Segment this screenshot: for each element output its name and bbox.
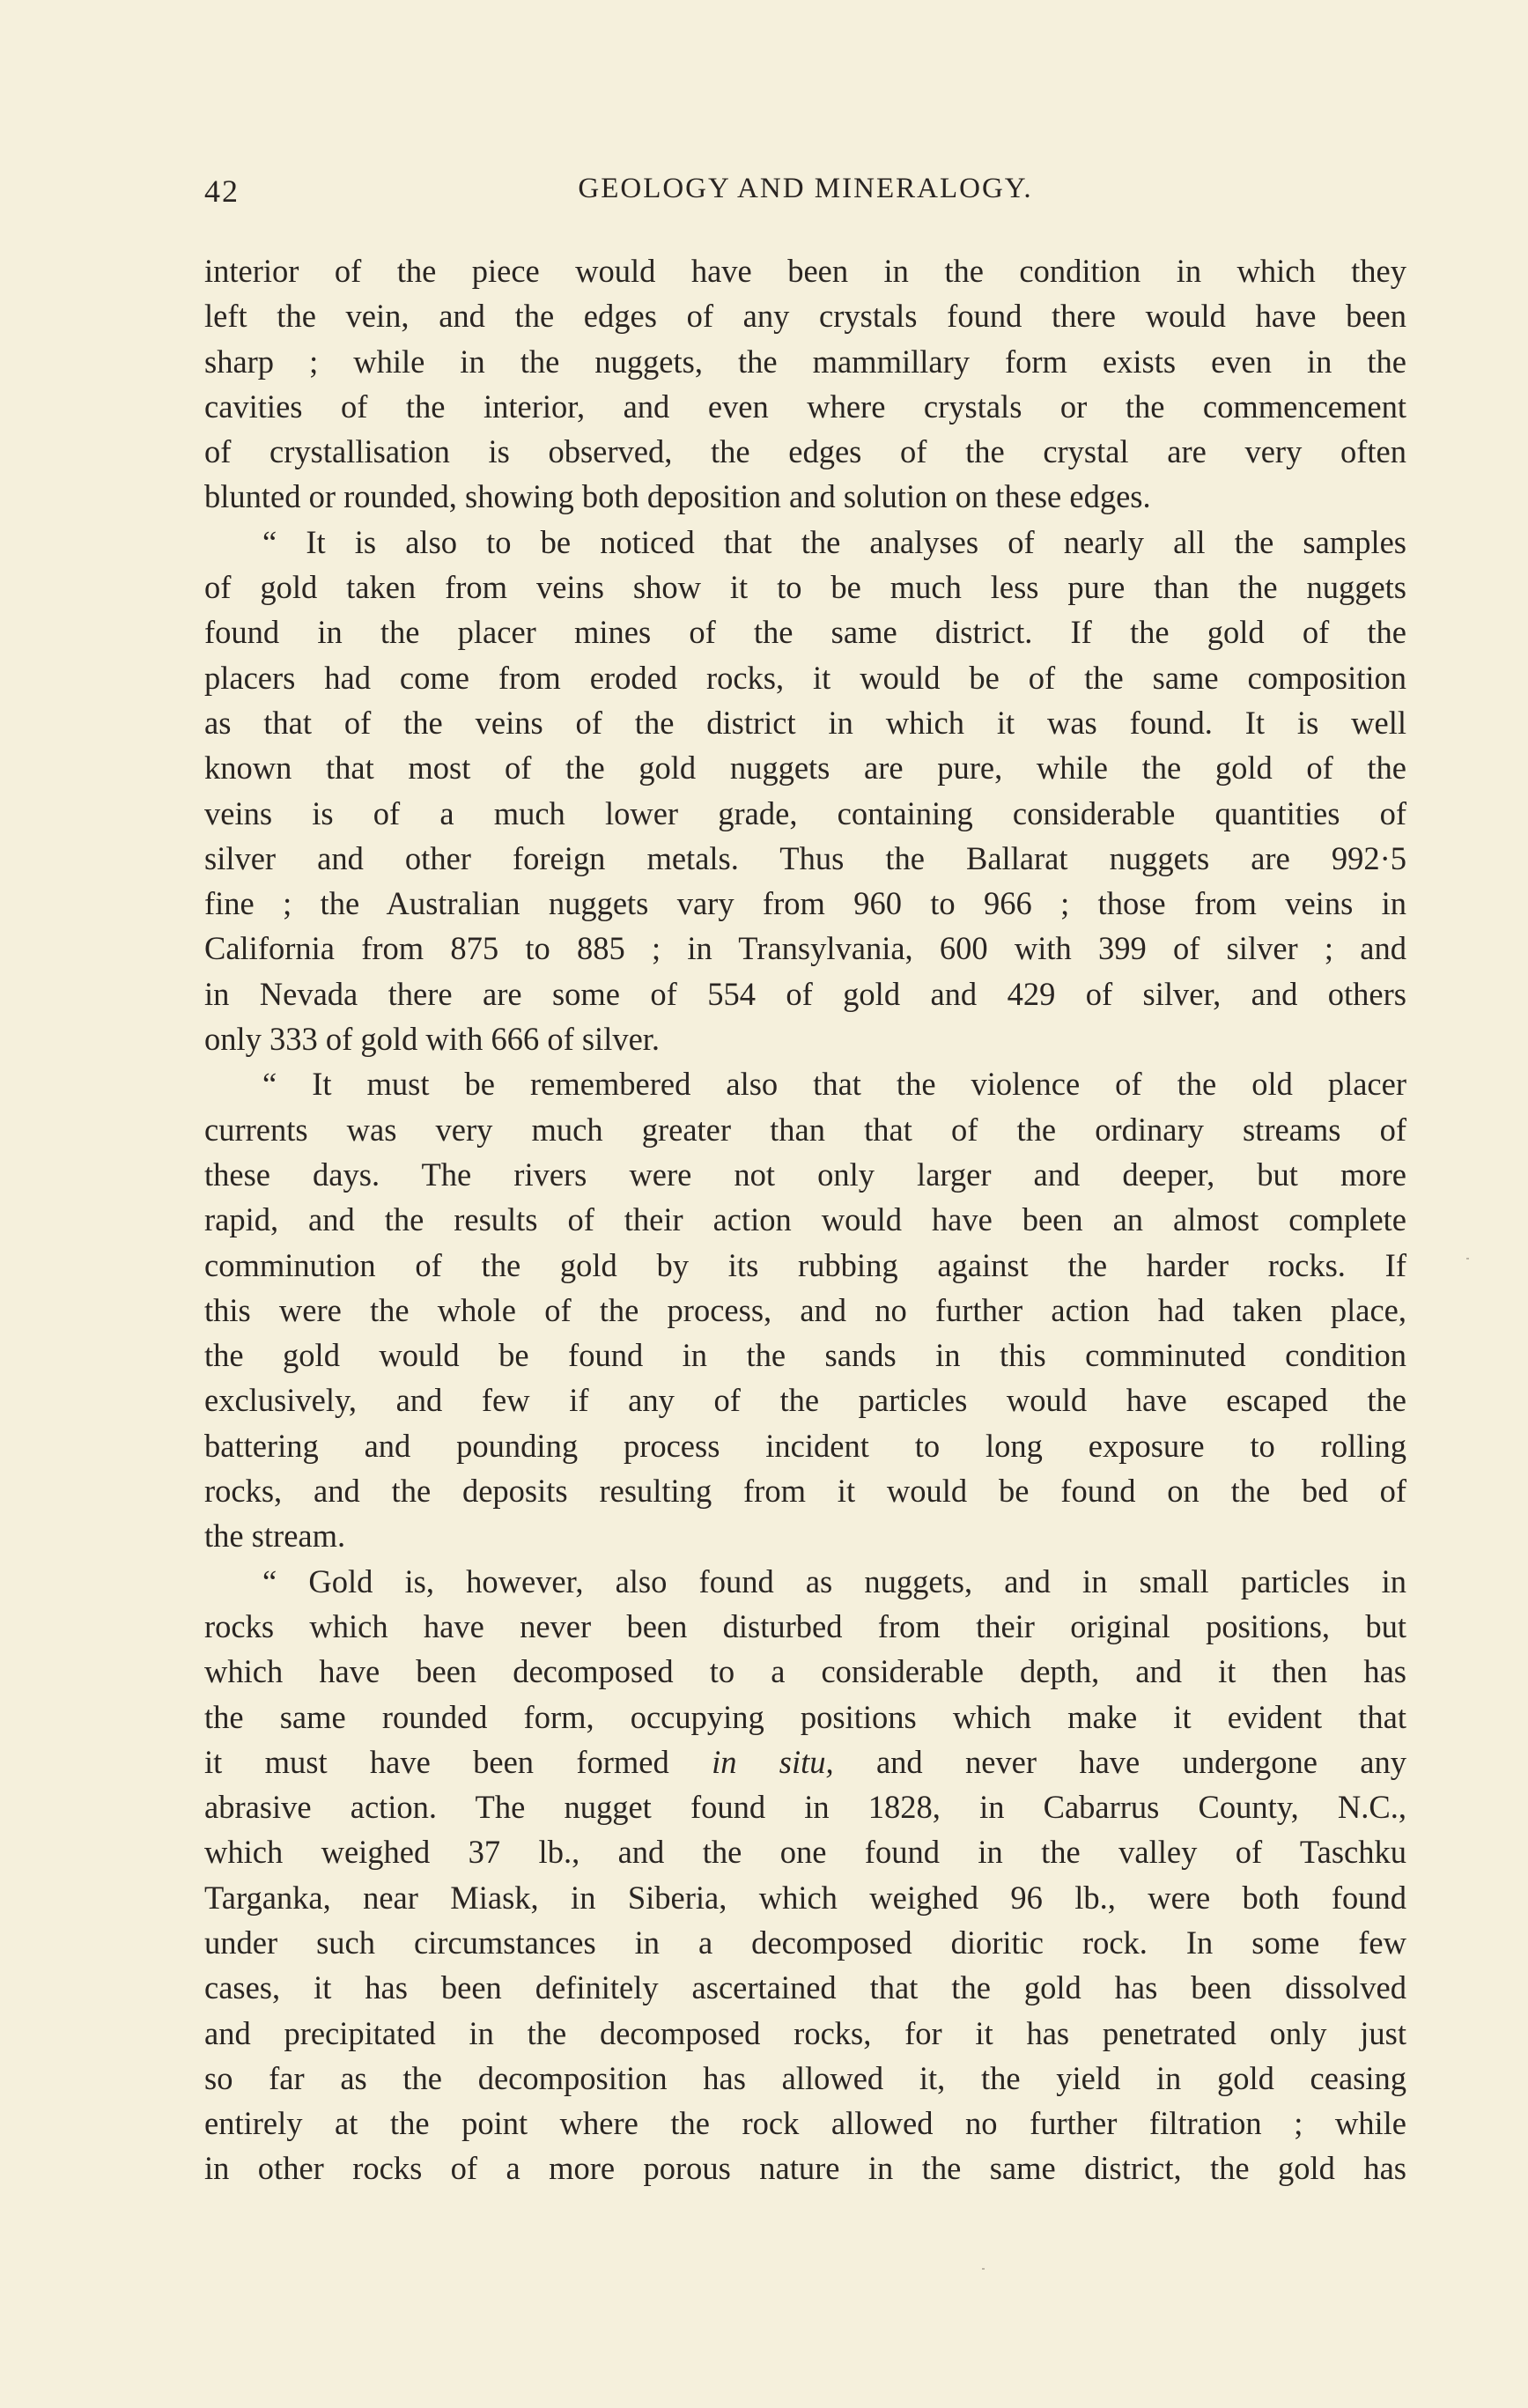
- text-line: the gold would be found in the sands in this comminuted condition: [204, 1337, 1406, 1374]
- text-line: which weighed 37 lb., and the one found in the valley of Taschku: [204, 1834, 1406, 1871]
- text-line: rocks, and the deposits resulting from it would be found on the bed of: [204, 1473, 1406, 1510]
- text-line: placers had come from eroded rocks, it would be of the same composition: [204, 659, 1406, 696]
- text-line: in Nevada there are some of 554 of gold and 429 of silver, and others: [204, 975, 1406, 1012]
- text-line: currents was very much greater than that of the ordinary streams of: [204, 1111, 1406, 1148]
- text-line: [204, 1740, 1406, 1784]
- text-line: entirely at the point where the rock allowed no further filtration ; while: [204, 2105, 1406, 2142]
- text-line: left the vein, and the edges of any crystals found there would have been: [204, 298, 1406, 335]
- text-line: these days. The rivers were not only larger and deeper, but more: [204, 1156, 1406, 1193]
- text-line: which have been decomposed to a considerable depth, and it then has: [204, 1653, 1406, 1690]
- text-line: cases, it has been definitely ascertained that the gold has been dissolved: [204, 1969, 1406, 2006]
- text-line: this were the whole of the process, and no further action had taken place,: [204, 1291, 1406, 1328]
- text-line: “ Gold is, however, also found as nuggets, and in small particles in: [262, 1562, 1406, 1599]
- text-segment: and never have undergone any: [833, 1743, 1406, 1780]
- text-line: found in the placer mines of the same district. If the gold of the: [204, 614, 1406, 651]
- paper-speck: [1466, 1258, 1469, 1259]
- text-line: blunted or rounded, showing both deposition and solution on these edges.: [204, 478, 1151, 515]
- body-text: [204, 248, 1406, 2191]
- text-line: comminution of the gold by its rubbing against the harder rocks. If: [204, 1246, 1406, 1283]
- text-line: so far as the decomposition has allowed it, the yield in gold ceasing: [204, 2059, 1406, 2096]
- text-line: exclusively, and few if any of the particles would have escaped the: [204, 1382, 1406, 1419]
- page-number: 42: [204, 174, 240, 209]
- paper-speck: [982, 2268, 985, 2270]
- text-segment: it must have been formed: [204, 1743, 712, 1780]
- text-line: cavities of the interior, and even where crystals or the commencement: [204, 388, 1406, 425]
- text-line: in other rocks of a more porous nature in the same district, the gold has: [204, 2150, 1406, 2187]
- text-line: the same rounded form, occupying positions which make it evident that: [204, 1698, 1406, 1735]
- text-line: known that most of the gold nuggets are pure, while the gold of the: [204, 750, 1406, 787]
- text-line: “ It is also to be noticed that the analyses of nearly all the samples: [262, 523, 1406, 560]
- text-line: Targanka, near Miask, in Siberia, which weighed 96 lb., were both found: [204, 1879, 1406, 1916]
- text-line: interior of the piece would have been in the condition in which they: [204, 253, 1406, 289]
- text-line: only 333 of gold with 666 of silver.: [204, 1021, 661, 1058]
- text-line: sharp ; while in the nuggets, the mammillary form exists even in the: [204, 343, 1406, 380]
- running-head: [204, 173, 1406, 217]
- text-line: under such circumstances in a decomposed dioritic rock. In some few: [204, 1924, 1406, 1961]
- text-line: veins is of a much lower grade, containing considerable quantities of: [204, 794, 1406, 831]
- text-line: and precipitated in the decomposed rocks, for it has penetrated only just: [204, 2014, 1406, 2051]
- text-line: California from 875 to 885 ; in Transylvania, 600 with 399 of silver ; and: [204, 930, 1406, 967]
- text-line: battering and pounding process incident to long exposure to rolling: [204, 1427, 1406, 1464]
- text-line: silver and other foreign metals. Thus the Ballarat nuggets are 992·5: [204, 839, 1406, 876]
- text-line: “ It must be remembered also that the violence of the old placer: [262, 1066, 1406, 1103]
- text-line: the stream.: [204, 1518, 346, 1555]
- text-line: abrasive action. The nugget found in 1828, in Cabarrus County, N.C.,: [204, 1789, 1406, 1826]
- text-line: rocks which have never been disturbed from their original positions, but: [204, 1607, 1406, 1644]
- italic-phrase: in situ,: [712, 1743, 834, 1780]
- text-line: as that of the veins of the district in which it was found. It is well: [204, 704, 1406, 741]
- text-line: of gold taken from veins show it to be much less pure than the nuggets: [204, 569, 1406, 606]
- text-line: fine ; the Australian nuggets vary from 960 to 966 ; those from veins in: [204, 885, 1406, 922]
- text-line: rapid, and the results of their action would have been an almost complete: [204, 1201, 1406, 1238]
- running-title: GEOLOGY AND MINERALOGY.: [578, 173, 1033, 204]
- text-line: of crystallisation is observed, the edges of the crystal are very often: [204, 433, 1406, 470]
